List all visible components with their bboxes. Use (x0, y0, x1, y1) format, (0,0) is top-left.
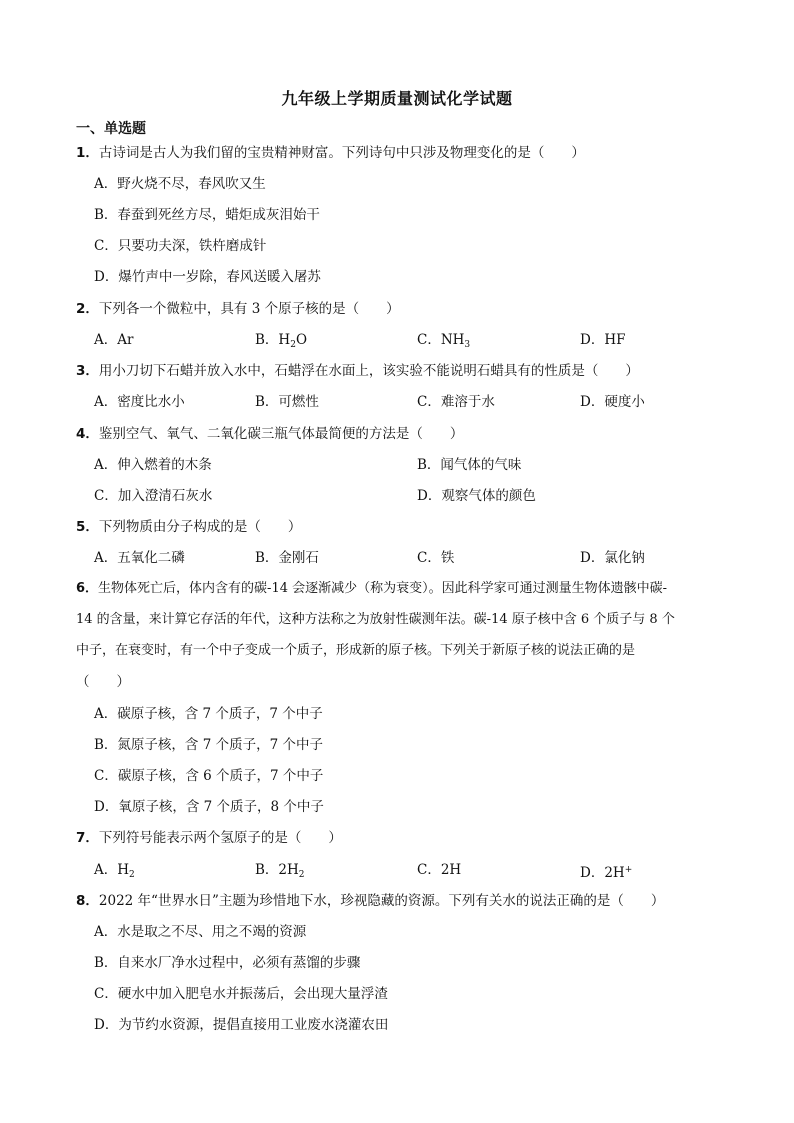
question-text: 下列符号能表示两个氢原子的是（ ） (98, 830, 342, 846)
q2-option-a: A．Ar (94, 332, 134, 348)
q4-option-c: C．加入澄清石灰水 (94, 488, 213, 504)
option-text: A．H (94, 862, 130, 878)
q1-option-b: B．春蚕到死丝方尽，蜡炬成灰泪始干 (94, 207, 320, 223)
q1-option-c: C．只要功夫深，铁杵磨成针 (94, 238, 267, 254)
question-7 (76, 828, 342, 848)
q2-option-c (417, 330, 470, 355)
option-text: B．H (255, 332, 291, 348)
question-number: 6． (76, 581, 99, 596)
question-1 (76, 143, 585, 163)
q3-option-b: B．可燃性 (255, 394, 319, 410)
question-text-line-2: 14 的含量，来计算它存活的年代，这种方法称之为放射性碳测年法。碳-14 原子核中含 6 个质子与 8 个 (76, 612, 675, 627)
superscript: + (624, 865, 633, 875)
q5-option-b: B．金刚石 (255, 550, 319, 566)
question-text: 2022 年“世界水日”主题为珍惜地下水，珍视隐藏的资源。下列有关水的说法正确的是（ ） (98, 893, 665, 909)
question-6 (76, 579, 667, 599)
q5-option-a: A．五氧化二磷 (94, 550, 185, 566)
q1-option-d: D．爆竹声中一岁除，春风送暖入屠苏 (94, 269, 321, 285)
option-text: B．2H (255, 862, 299, 878)
option-text: C．NH (417, 332, 465, 348)
question-number: 1． (76, 145, 99, 161)
question-text-line-4: （ ） (76, 674, 130, 690)
q5-option-d: D．氯化钠 (580, 550, 645, 566)
section-heading: 一、单选题 (76, 121, 146, 137)
q8-option-b: B．自来水厂净水过程中，必须有蒸馏的步骤 (94, 955, 361, 971)
question-3 (76, 361, 639, 381)
question-5 (76, 517, 301, 537)
option-text: O (295, 332, 308, 348)
subscript: 2 (290, 340, 296, 350)
q2-option-d: D．HF (580, 332, 626, 348)
question-text: 下列物质由分子构成的是（ ） (98, 519, 302, 535)
q6-option-a: A．碳原子核，含 7 个质子，7 个中子 (94, 706, 323, 722)
subscript: 2 (298, 870, 305, 880)
question-text: 古诗词是古人为我们留的宝贵精神财富。下列诗句中只涉及物理变化的是（ ） (98, 145, 585, 161)
q3-option-a: A．密度比水小 (94, 394, 185, 410)
q5-option-c: C．铁 (417, 550, 455, 566)
question-text: 用小刀切下石蜡并放入水中，石蜡浮在水面上，该实验不能说明石蜡具有的性质是（ ） (98, 363, 639, 379)
q4-option-a: A．伸入燃着的木条 (94, 457, 212, 473)
q6-option-d: D．氧原子核，含 7 个质子，8 个中子 (94, 799, 324, 815)
question-2 (76, 299, 400, 319)
q6-option-b: B．氮原子核，含 7 个质子，7 个中子 (94, 737, 323, 753)
q4-option-b: B．闻气体的气味 (417, 457, 522, 473)
question-number: 5． (76, 519, 99, 535)
q6-option-c: C．碳原子核，含 6 个质子，7 个中子 (94, 768, 324, 784)
question-8 (76, 891, 664, 911)
option-text: D．2H (580, 865, 625, 881)
question-number: 7． (76, 830, 99, 846)
q3-option-c: C．难溶于水 (417, 394, 495, 410)
q8-option-a: A．水是取之不尽、用之不竭的资源 (94, 924, 307, 940)
question-text-line-1: 生物体死亡后，体内含有的碳-14 会逐渐减少（称为衰变）。因此科学家可通过测量生物体遗骸中碳- (98, 581, 668, 596)
question-text: 下列各一个微粒中，具有 3 个原子核的是（ ） (98, 301, 400, 317)
q2-option-b (255, 330, 307, 355)
question-number: 4． (76, 426, 99, 442)
question-4 (76, 424, 463, 444)
q1-option-a: A．野火烧不尽，春风吹又生 (94, 176, 266, 192)
q7-option-b (255, 860, 305, 885)
q7-option-a (94, 860, 135, 885)
question-number: 8． (76, 893, 99, 909)
question-number: 3． (76, 363, 99, 379)
question-text-line-3: 中子，在衰变时，有一个中子变成一个质子，形成新的原子核。下列关于新原子核的说法正确的是 (76, 643, 636, 658)
subscript: 3 (464, 340, 471, 350)
subscript: 2 (129, 870, 135, 880)
question-text: 鉴别空气、氧气、二氧化碳三瓶气体最简便的方法是（ ） (98, 426, 464, 442)
page-title: 九年级上学期质量测试化学试题 (281, 89, 513, 108)
q4-option-d: D．观察气体的颜色 (417, 488, 536, 504)
q7-option-c: C．2H (417, 862, 462, 878)
q8-option-d: D．为节约水资源，提倡直接用工业废水浇灌农田 (94, 1017, 389, 1033)
q8-option-c: C．硬水中加入肥皂水并振荡后，会出现大量浮渣 (94, 986, 388, 1002)
question-number: 2． (76, 301, 99, 317)
q3-option-d: D．硬度小 (580, 394, 645, 410)
q7-option-d (580, 860, 632, 883)
